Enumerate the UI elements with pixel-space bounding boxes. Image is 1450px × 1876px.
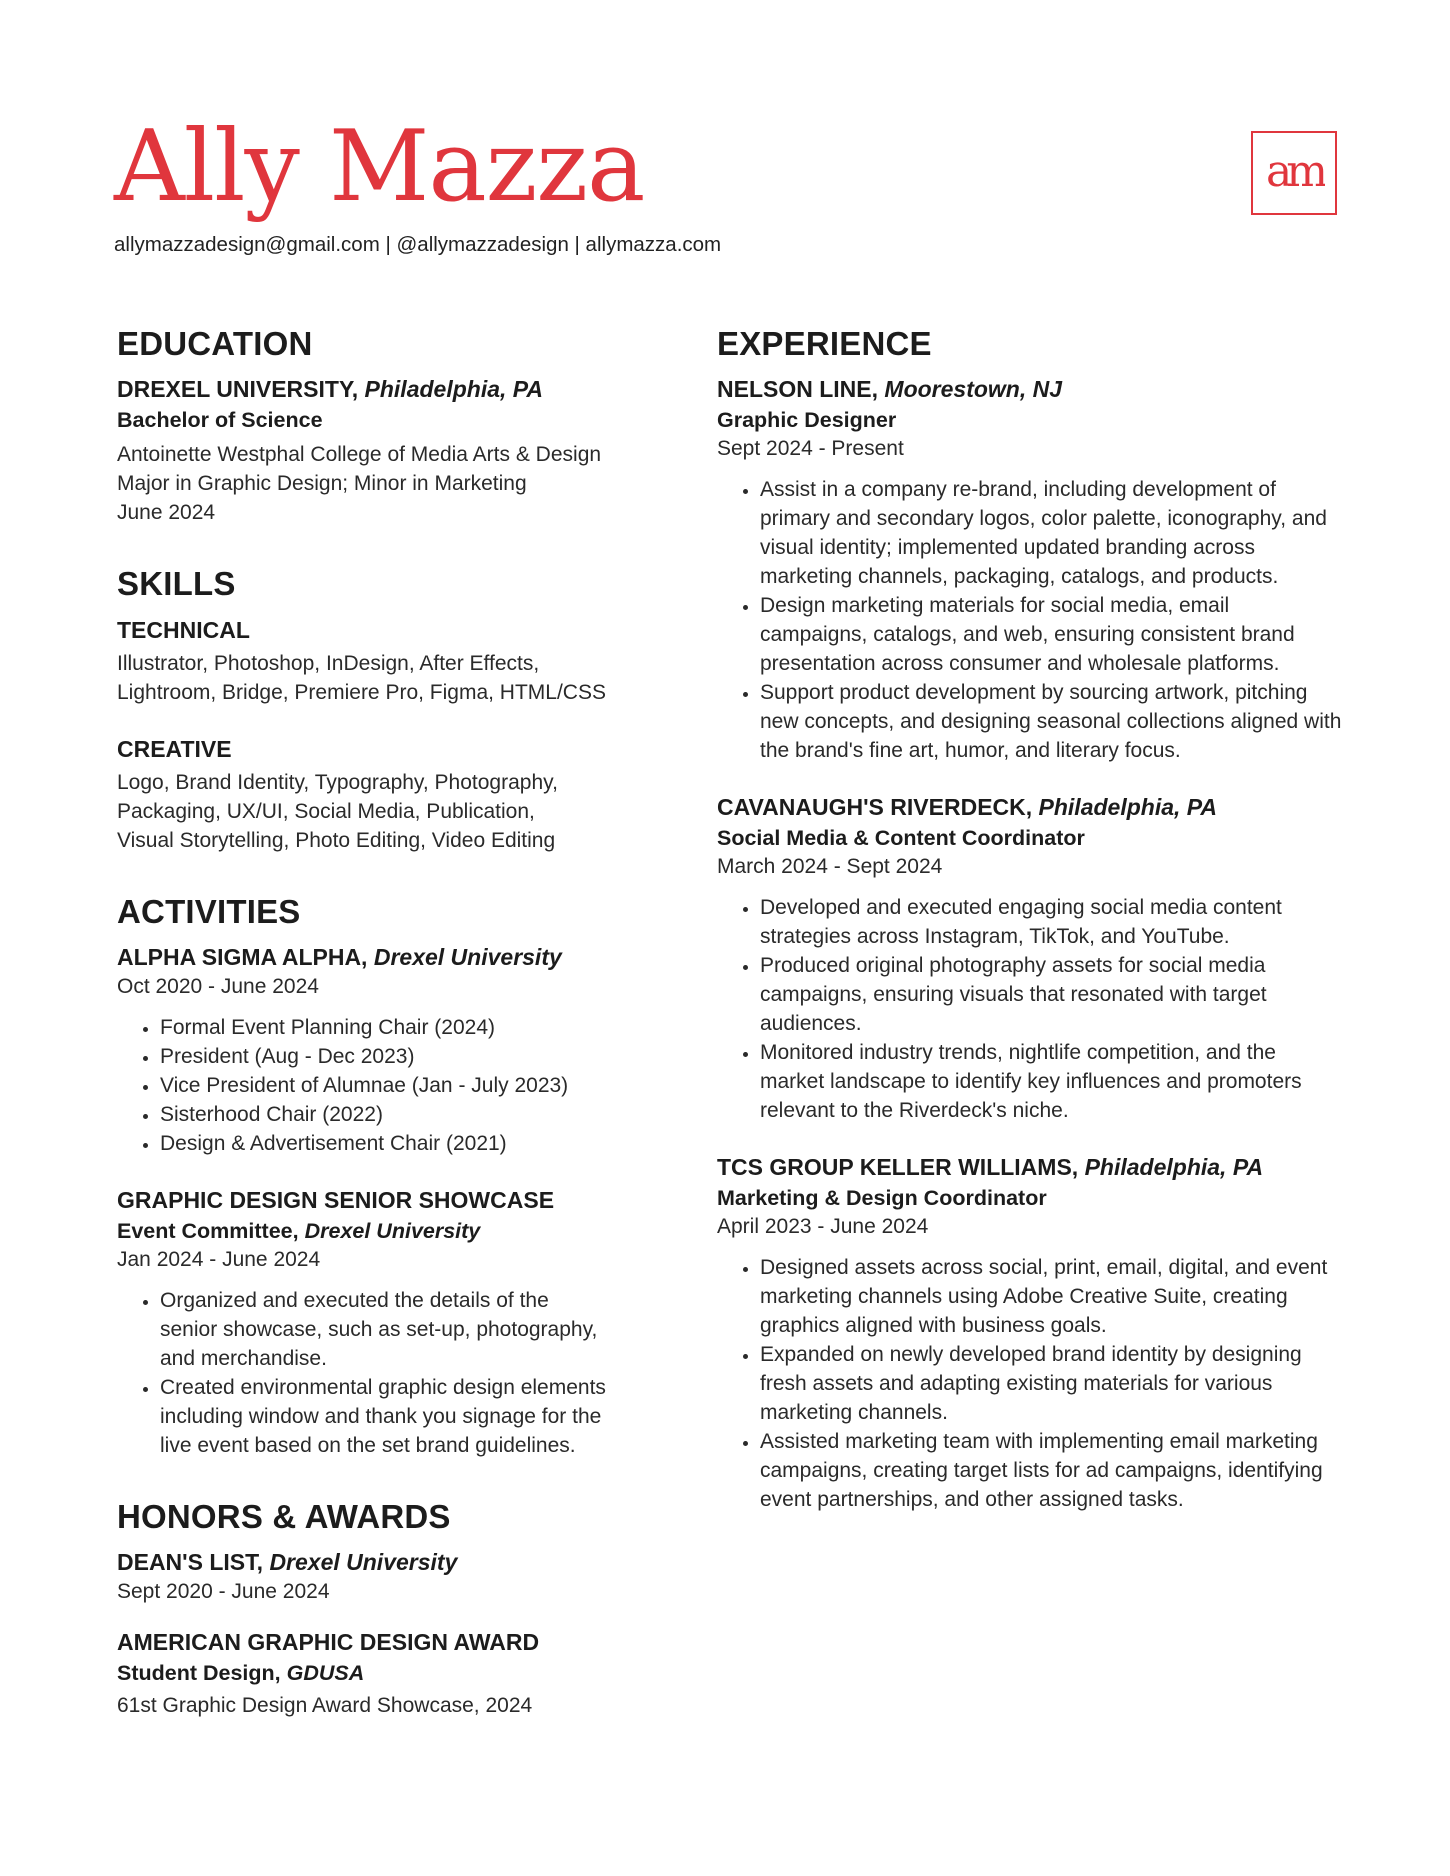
job-dates: April 2023 - June 2024 bbox=[717, 1215, 929, 1239]
list-item: • Formal Event Planning Chair (2024) bbox=[160, 1014, 637, 1043]
activity-org: ALPHA SIGMA ALPHA, bbox=[117, 943, 368, 970]
activity-item bbox=[117, 942, 637, 1159]
list-item: • Monitored industry trends, nightlife competition, and the market landscape to identify key influences and promoters relevant to the Riverdeck's niche. bbox=[760, 1039, 1342, 1126]
section-title-activities: ACTIVITIES bbox=[117, 892, 301, 930]
school-heading bbox=[117, 374, 637, 405]
education-section bbox=[117, 326, 637, 528]
honor-detail: Sept 2020 - June 2024 bbox=[117, 1580, 330, 1603]
list-item: • Assisted marketing team with implementing email marketing campaigns, creating target lists for ad campaigns, identifying event partnerships, and other assigned tasks. bbox=[760, 1428, 1342, 1515]
list-item: • Support product development by sourcing artwork, pitching new concepts, and designing seasonal collections aligned with the brand's fine art, humor, and literary focus. bbox=[760, 679, 1342, 766]
activity-bullets bbox=[117, 1014, 637, 1159]
job-heading bbox=[717, 374, 1342, 405]
list-item: • Sisterhood Chair (2022) bbox=[160, 1101, 637, 1130]
technical-line: Illustrator, Photoshop, InDesign, After Effects, bbox=[117, 651, 540, 675]
creative-heading: CREATIVE bbox=[117, 735, 232, 762]
job-bullets bbox=[717, 1254, 1342, 1515]
activity-item bbox=[117, 1185, 637, 1461]
activity-place: Drexel University bbox=[304, 1218, 481, 1243]
job-role: Graphic Designer bbox=[717, 408, 897, 433]
job-location: Moorestown, NJ bbox=[884, 376, 1063, 403]
job-location: Philadelphia, PA bbox=[1084, 1153, 1264, 1180]
job-bullets bbox=[717, 894, 1342, 1126]
right-column bbox=[717, 326, 1342, 1515]
activities-section bbox=[117, 894, 637, 1461]
job-company: TCS GROUP KELLER WILLIAMS, bbox=[717, 1153, 1079, 1180]
activity-bullets bbox=[117, 1287, 637, 1461]
honor-heading bbox=[117, 1547, 637, 1578]
technical-heading: TECHNICAL bbox=[117, 616, 250, 643]
resume-name: Ally Mazza bbox=[114, 110, 645, 224]
list-item: • Design marketing materials for social media, email campaigns, catalogs, and web, ensuring consistent brand presentation across consumer and wholesale platforms. bbox=[760, 592, 1342, 679]
experience-section bbox=[717, 326, 1342, 1515]
creative-line: Visual Storytelling, Photo Editing, Video Editing bbox=[117, 828, 556, 852]
activity-org: GRAPHIC DESIGN SENIOR SHOWCASE bbox=[117, 1186, 555, 1213]
job-item bbox=[717, 374, 1342, 766]
contact-line: allymazzadesign@gmail.com | @allymazzadesign | allymazza.com bbox=[114, 233, 722, 256]
list-item: • Assist in a company re-brand, including development of primary and secondary logos, color palette, iconography, and visual identity; implemented updated branding across marketing channels, packaging, catalogs, and products. bbox=[760, 476, 1342, 592]
creative-line: Logo, Brand Identity, Typography, Photography, bbox=[117, 770, 558, 794]
job-heading bbox=[717, 1152, 1342, 1183]
list-item: • Developed and executed engaging social media content strategies across Instagram, TikTok, and YouTube. bbox=[760, 894, 1342, 952]
list-item: • Designed assets across social, print, email, digital, and event marketing channels using Adobe Creative Suite, creating graphics aligned with business goals. bbox=[760, 1254, 1342, 1341]
job-item bbox=[717, 792, 1342, 1126]
svg-text:am: am bbox=[1266, 148, 1322, 197]
left-column bbox=[117, 326, 637, 1721]
school-location: Philadelphia, PA bbox=[364, 376, 544, 403]
monogram-am-icon bbox=[1263, 148, 1325, 198]
activity-dates: Oct 2020 - June 2024 bbox=[117, 974, 319, 998]
creative-line: Packaging, UX/UI, Social Media, Publication, bbox=[117, 799, 535, 823]
list-item: • Organized and executed the details of the senior showcase, such as set-up, photography, and merchandise. bbox=[160, 1287, 600, 1374]
honor-name: AMERICAN GRAPHIC DESIGN AWARD bbox=[117, 1628, 540, 1655]
honor-detail: 61st Graphic Design Award Showcase, 2024 bbox=[117, 1694, 533, 1718]
honor-place: Drexel University bbox=[269, 1548, 458, 1575]
job-bullets bbox=[717, 476, 1342, 766]
section-title-honors: HONORS & AWARDS bbox=[117, 1497, 451, 1535]
education-line: June 2024 bbox=[117, 501, 216, 525]
job-dates: Sept 2024 - Present bbox=[717, 437, 904, 461]
honor-sub-line bbox=[117, 1658, 637, 1688]
list-item: • Vice President of Alumnae (Jan - July 2023) bbox=[160, 1072, 637, 1101]
technical-line: Lightroom, Bridge, Premiere Pro, Figma, HTML/CSS bbox=[117, 680, 606, 704]
job-heading bbox=[717, 792, 1342, 823]
list-item: • Produced original photography assets for social media campaigns, ensuring visuals that resonated with target audiences. bbox=[760, 952, 1342, 1039]
monogram-logo bbox=[1251, 131, 1337, 215]
list-item: • President (Aug - Dec 2023) bbox=[160, 1043, 637, 1072]
activity-role: Event Committee, bbox=[117, 1218, 299, 1243]
honor-sub: Student Design, bbox=[117, 1661, 281, 1686]
section-title-education: EDUCATION bbox=[117, 325, 313, 362]
list-item: • Created environmental graphic design elements including window and thank you signage for the live event based on the set brand guidelines. bbox=[160, 1374, 630, 1461]
honors-section bbox=[117, 1499, 637, 1721]
section-title-experience: EXPERIENCE bbox=[717, 325, 932, 362]
list-item: • Design & Advertisement Chair (2021) bbox=[160, 1130, 637, 1159]
activity-role-line bbox=[117, 1216, 637, 1246]
skills-section bbox=[117, 566, 637, 855]
honor-name: DEAN'S LIST, bbox=[117, 1548, 264, 1575]
job-item bbox=[717, 1152, 1342, 1515]
degree: Bachelor of Science bbox=[117, 408, 323, 433]
education-line: Major in Graphic Design; Minor in Marketing bbox=[117, 472, 527, 496]
job-role: Marketing & Design Coordinator bbox=[717, 1186, 1047, 1210]
list-item: • Expanded on newly developed brand identity by designing fresh assets and adapting existing materials for various marketing channels. bbox=[760, 1341, 1342, 1428]
job-dates: March 2024 - Sept 2024 bbox=[717, 855, 943, 879]
job-location: Philadelphia, PA bbox=[1038, 794, 1218, 821]
school-name: DREXEL UNIVERSITY, bbox=[117, 376, 359, 403]
honor-place: GDUSA bbox=[286, 1661, 365, 1686]
education-line: Antoinette Westphal College of Media Arts & Design bbox=[117, 443, 602, 467]
job-company: NELSON LINE, bbox=[717, 376, 879, 403]
job-role: Social Media & Content Coordinator bbox=[717, 826, 1085, 851]
section-title-skills: SKILLS bbox=[117, 565, 236, 603]
activity-place: Drexel University bbox=[373, 943, 562, 970]
job-company: CAVANAUGH'S RIVERDECK, bbox=[717, 794, 1033, 821]
activity-dates: Jan 2024 - June 2024 bbox=[117, 1247, 321, 1271]
activity-heading bbox=[117, 942, 637, 973]
